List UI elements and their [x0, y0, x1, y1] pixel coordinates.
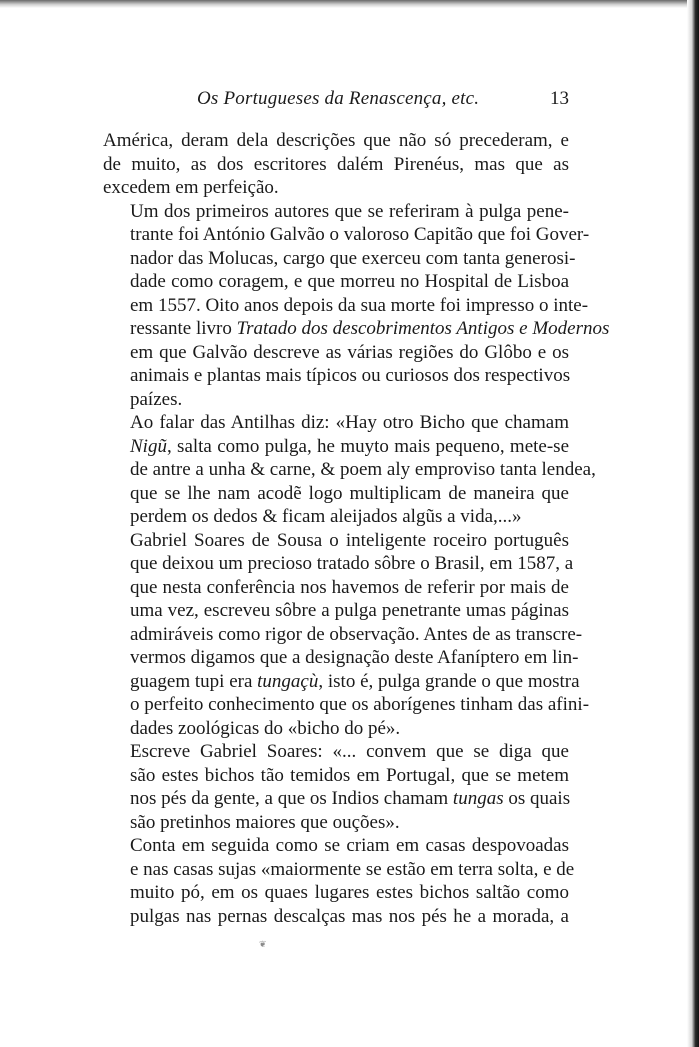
text-line: dade como coragem, e que morreu no Hospital de Lisboa [130, 271, 569, 292]
text-line: trante foi António Galvão o valoroso Capitão que foi Gover- [130, 224, 590, 245]
paragraph [103, 200, 610, 412]
text-line: uma vez, escreveu sôbre a pulga penetrante umas páginas [130, 600, 569, 621]
text-line: ressante livro Tratado dos descobrimentos Antigos e Modernos [130, 318, 610, 339]
text-line: que se lhe nam acodẽ logo multiplicam de maneira que [130, 482, 569, 504]
text-line: em que Galvão descreve as várias regiões do Glôbo e os [130, 341, 569, 363]
text-line: perdem os dedos & ficam aleijados algũs a vida,...» [130, 506, 522, 527]
text-line: que nesta conferência nos havemos de referir por mais de [130, 576, 569, 598]
text-line: o perfeito conhecimento que os aborígenes tinham das afini- [130, 694, 590, 715]
text-line: muito pó, em os quaes lugares estes bichos saltão como [130, 882, 569, 903]
text-line: excedem em perfeição. [103, 177, 279, 198]
paragraph [103, 529, 590, 741]
text-line: são pretinhos maiores que ouções». [130, 811, 400, 833]
running-head-title: Os Portugueses da Renascença, etc. [197, 88, 480, 109]
body-text [103, 129, 610, 928]
text-line: em 1557. Oito anos depois da sua morte foi impresso o inte- [130, 294, 589, 316]
text-line: que deixou um precioso tratado sôbre o Brasil, em 1587, a [130, 553, 574, 574]
text-line: admiráveis como rigor de observação. Antes de as transcre- [130, 623, 583, 645]
text-line: são estes bichos tão temidos em Portugal, que se metem [130, 764, 569, 786]
text-line: Gabriel Soares de Sousa o inteligente roceiro português [130, 529, 569, 551]
text-line: pulgas nas pernas descalças mas nos pés he a morada, a [130, 905, 569, 927]
text-line: Ao falar das Antilhas diz: «Hay otro Bicho que chamam [130, 412, 569, 433]
ink-speck: ❦ [259, 940, 267, 950]
text-line: Nigũ, salta como pulga, he muyto mais pequeno, mete-se [130, 435, 569, 457]
text-line: dades zoológicas do «bicho do pé». [130, 717, 401, 739]
text-line: animais e plantas mais típicos ou curiosos dos respectivos [130, 365, 571, 386]
text-line: Um dos primeiros autores que se referiram à pulga pene- [130, 200, 569, 222]
text-line: paízes. [130, 388, 183, 410]
text-line: América, deram dela descrições que não só precederam, e [103, 130, 569, 151]
paragraph [103, 129, 569, 200]
scan-right-edge [687, 0, 699, 1047]
text-line: Escreve Gabriel Soares: «... convem que se diga que [130, 741, 569, 762]
text-line: Conta em seguida como se criam em casas despovoadas [130, 835, 569, 856]
page-number: 13 [550, 88, 569, 109]
text-line: vermos digamos que a designação deste Afaníptero em lin- [130, 647, 579, 668]
paragraph [103, 834, 575, 928]
paragraph [103, 411, 596, 529]
text-line: e nas casas sujas «maiormente se estão em terra solta, e de [130, 858, 575, 880]
paragraph [103, 740, 569, 834]
scan-top-edge [0, 0, 699, 8]
text-line: guagem tupi era tungaçù, isto é, pulga grande o que mostra [130, 670, 580, 692]
text-line: nador das Molucas, cargo que exerceu com tanta generosi- [130, 247, 576, 269]
text-line: nos pés da gente, a que os Indios chamam tungas os quais [130, 788, 571, 809]
text-line: de muito, as dos escritores dalém Pirenéus, mas que as [103, 153, 569, 175]
text-line: de antre a unha & carne, & poem aly emproviso tanta lendea, [130, 459, 596, 480]
